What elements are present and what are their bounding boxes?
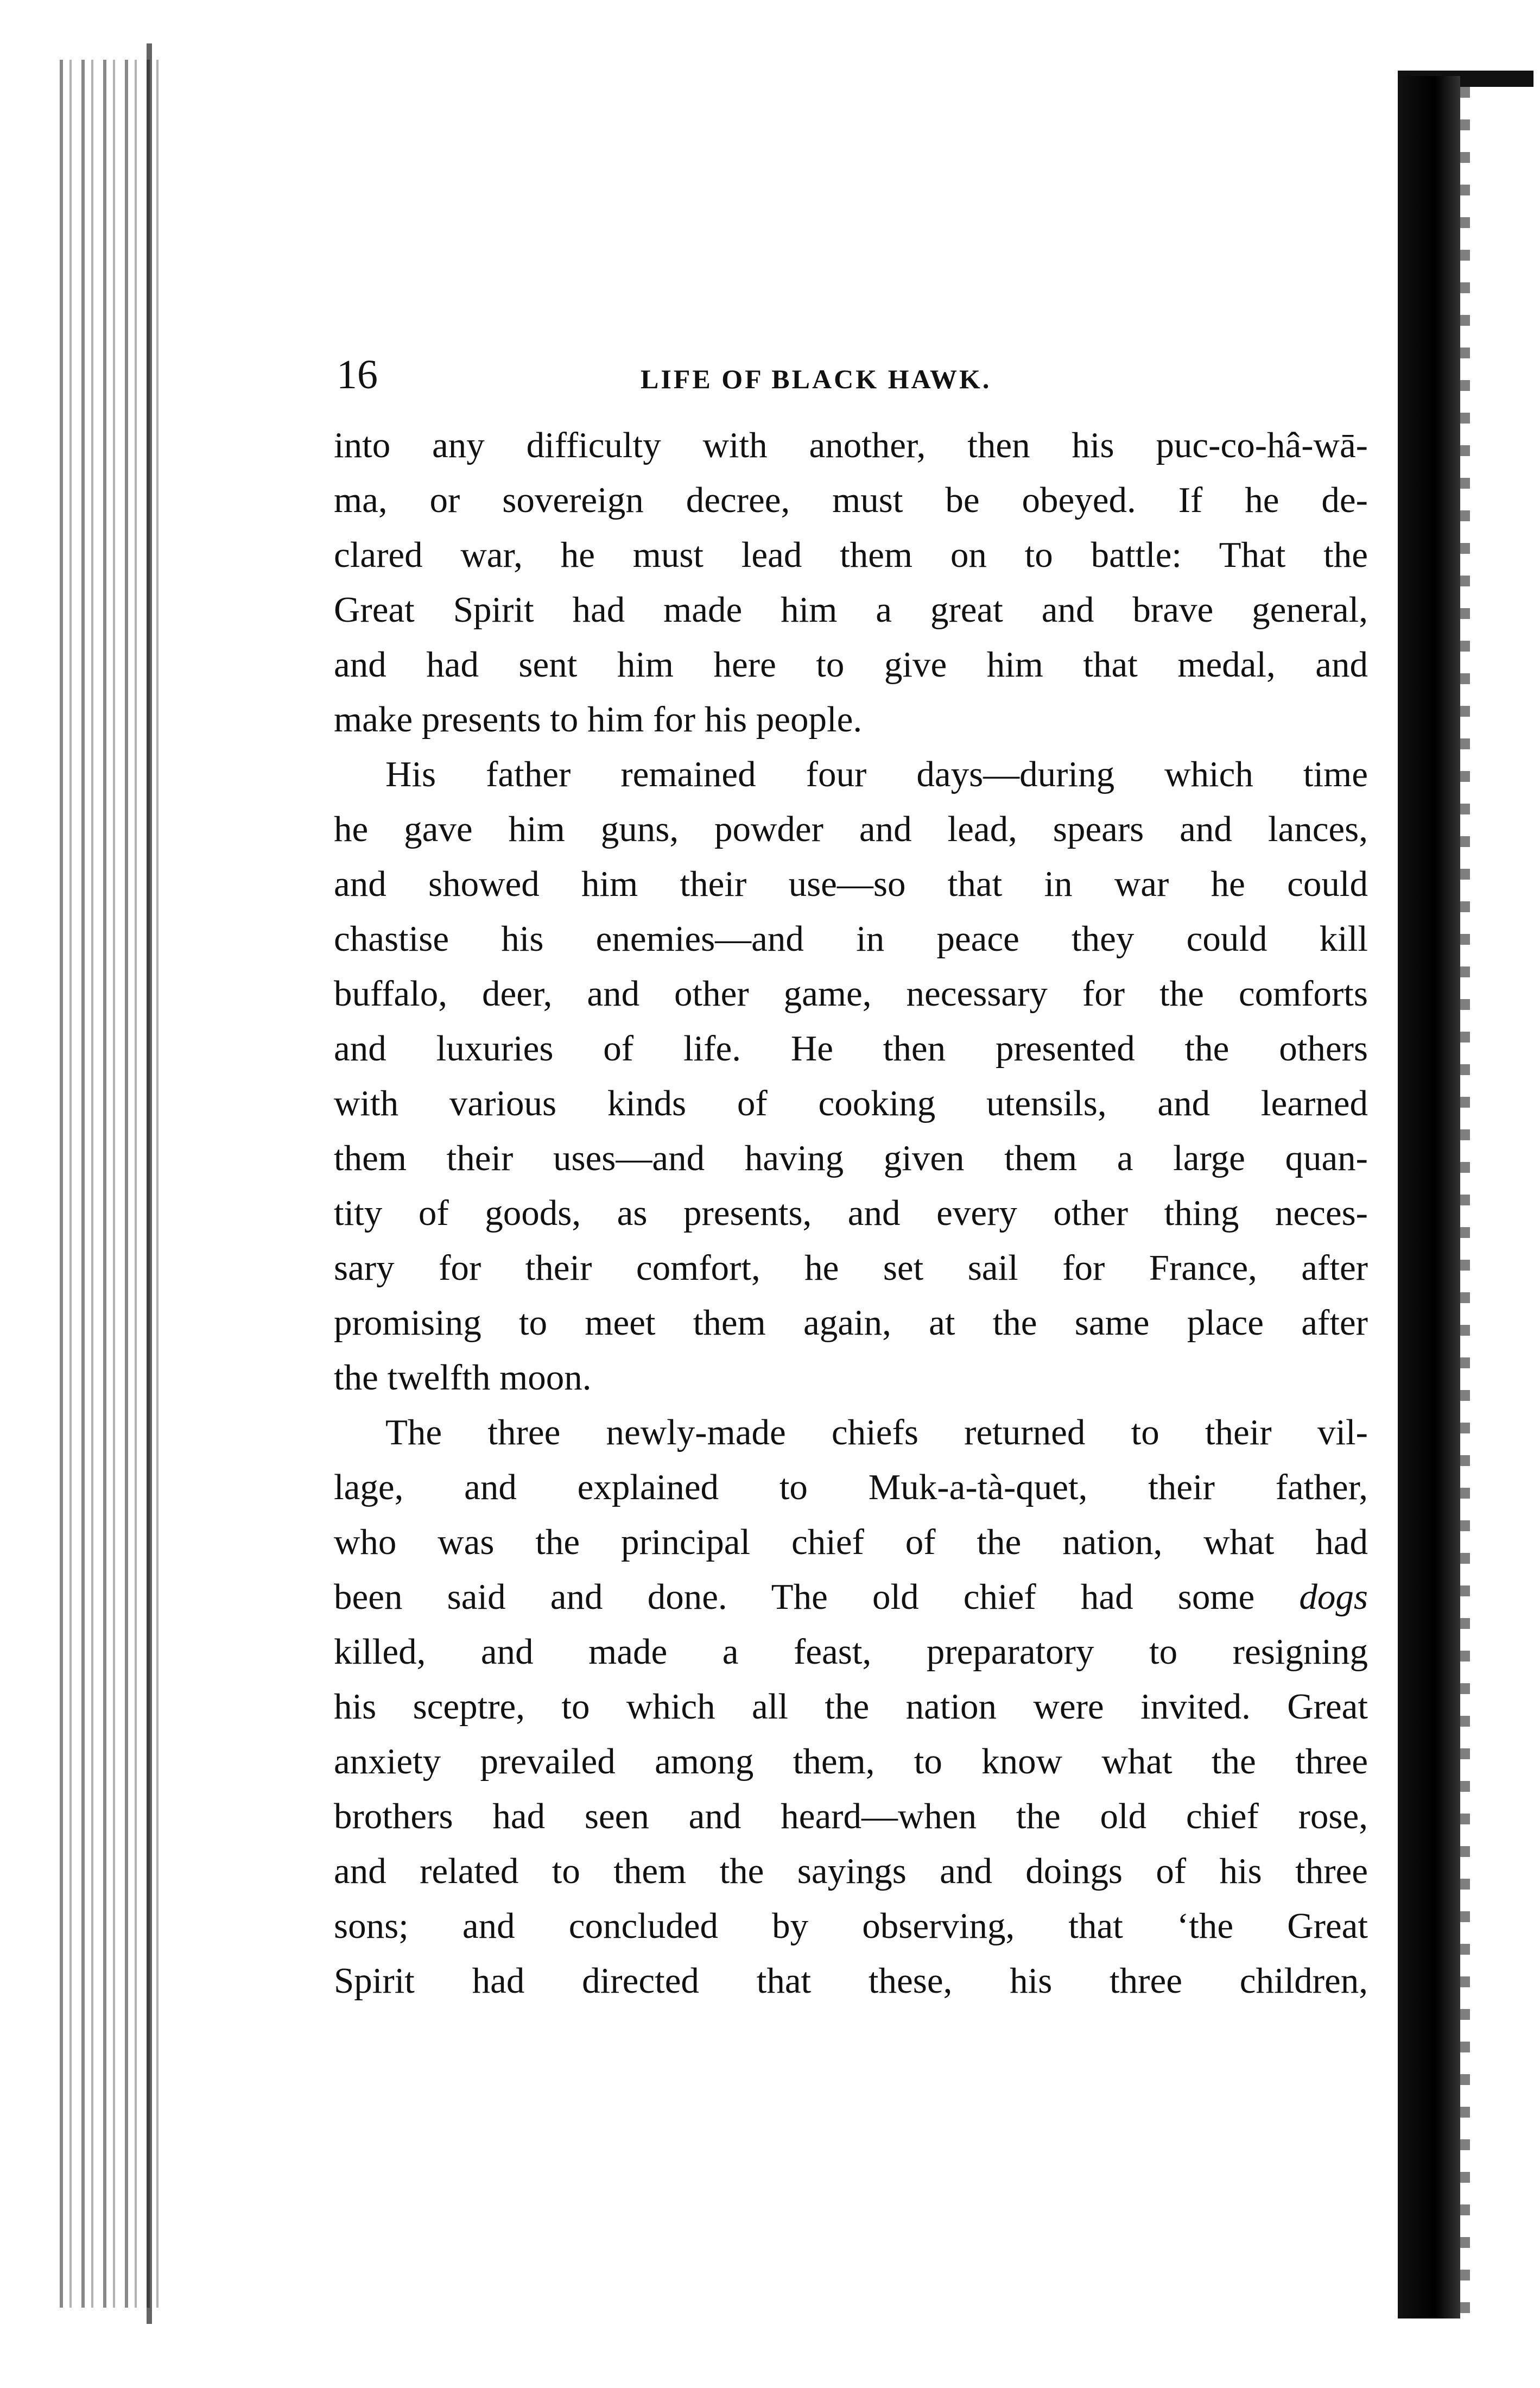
text-line: he gave him guns, powder and lead, spears and lances,	[334, 809, 1368, 849]
text-line: sary for their comfort, he set sail for France, after	[334, 1248, 1368, 1288]
text-line: promising to meet them again, at the same place after	[334, 1303, 1368, 1343]
text-line: and showed him their use—so that in war he could	[334, 864, 1368, 904]
text-line: and had sent him here to give him that medal, and	[334, 645, 1368, 685]
text-segment: been said and done. The old chief had some	[334, 1577, 1255, 1617]
page-header	[337, 348, 1368, 402]
text-line: chastise his enemies—and in peace they could kill	[334, 919, 1368, 959]
page-number: 16	[337, 352, 378, 397]
text-line: into any difficulty with another, then his puc-co-hâ-wā-	[334, 425, 1368, 465]
paragraph-first-line: His father remained four days—during which time	[385, 754, 1368, 794]
text-line: who was the principal chief of the nation, what had	[334, 1522, 1368, 1562]
text-line: ma, or sovereign decree, must be obeyed. If he de-	[334, 480, 1368, 520]
paragraph-first-line: The three newly-made chiefs returned to their vil-	[385, 1412, 1368, 1452]
text-line: the twelfth moon.	[334, 1357, 592, 1398]
running-head: LIFE OF BLACK HAWK.	[641, 364, 992, 394]
text-line: Spirit had directed that these, his three children,	[334, 1961, 1368, 2001]
text-line: and related to them the sayings and doings of his three	[334, 1851, 1368, 1891]
text-line: lage, and explained to Muk-a-tà-quet, their father,	[334, 1467, 1368, 1507]
text-line: clared war, he must lead them on to battle: That the	[334, 535, 1368, 575]
text-line: them their uses—and having given them a large quan-	[334, 1138, 1368, 1178]
text-line-with-italic	[334, 1570, 1368, 1625]
text-line: with various kinds of cooking utensils, and learned	[334, 1083, 1368, 1123]
text-line: killed, and made a feast, preparatory to resigning	[334, 1632, 1368, 1672]
text-line: and luxuries of life. He then presented the others	[334, 1028, 1368, 1069]
scan-gutter-left-edge	[147, 43, 152, 2324]
text-line: his sceptre, to which all the nation were invited. Great	[334, 1686, 1368, 1727]
body-text	[334, 418, 1368, 2008]
scan-gutter-right	[1398, 76, 1460, 2318]
text-line: anxiety prevailed among them, to know what the three	[334, 1741, 1368, 1781]
text-line: Great Spirit had made him a great and brave general,	[334, 590, 1368, 630]
text-line: make presents to him for his people.	[334, 699, 863, 740]
italic-word: dogs	[1299, 1577, 1368, 1617]
text-line: brothers had seen and heard—when the old chief rose,	[334, 1796, 1368, 1836]
scan-gutter-right-edge	[1460, 87, 1470, 2313]
text-line: tity of goods, as presents, and every other thing neces-	[334, 1193, 1368, 1233]
text-line: buffalo, deer, and other game, necessary for the comforts	[334, 974, 1368, 1014]
text-line: sons; and concluded by observing, that ‘the Great	[334, 1906, 1368, 1946]
